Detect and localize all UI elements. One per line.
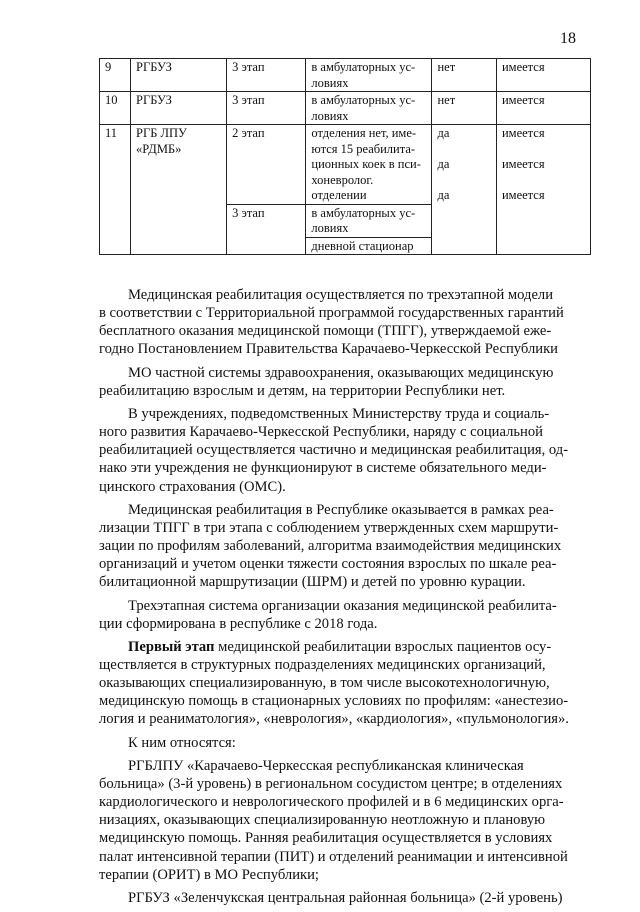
page-number: 18 <box>560 30 576 47</box>
row-number: 10 <box>100 92 131 125</box>
paragraph: Медицинская реабилитация осуществляется по трехэтапной модели в соответствии с Территориальной программой государственных гарантий бесплатного оказания медицинской помощи (ТПГГ), утверждаемой еже- годно Постановлением Правительства Карачаево-Черкесской Республики <box>99 287 564 358</box>
row-conditions: в амбулаторных ус- ловиях <box>311 60 416 90</box>
paragraph: Трехэтапная система организации оказания медицинской реабилита- ции сформирована в республике с 2018 года. <box>99 597 557 632</box>
row-number: 9 <box>100 59 131 92</box>
row-flag-extra: да <box>437 188 450 202</box>
paragraph: Медицинская реабилитация в Республике оказывается в рамках реа- лизации ТПГГ в три этапа с соблюдением утвержденных схем маршрути- зации по профилям заболеваний, алгоритма взаимодействия медицинских организаций и учетом оценки тяжести состояния взрослых по шкале реа- билитационной маршрутизации (ШРМ) и детей по уровню курации. <box>99 501 562 591</box>
row-stage: 3 этап <box>227 92 306 125</box>
paragraph: В учреждениях, подведомственных Министерству труда и социаль- ного развития Карачаево-Черкесской Республики, наряду с социальной реабилитацией осуществляется частично и медицинская реабилитация, од- нако эти учреждения не функционируют в системе обязательного меди- цинского страхования (ОМС). <box>99 405 569 495</box>
row-stage: 3 этап <box>227 59 306 92</box>
table-row <box>100 92 591 125</box>
rehab-table <box>99 58 591 255</box>
row-conditions: отделения нет, име- ются 15 реабилита- ционных коек в пси- хоневролог. отделении <box>311 126 421 202</box>
row-status-extra: имеется <box>501 188 545 202</box>
row-flag: нет <box>432 92 497 125</box>
row-flag: да да <box>437 126 450 171</box>
row-stage: 2 этап <box>227 125 306 205</box>
table-row <box>100 125 591 205</box>
row-conditions: в амбулаторных ус- ловиях <box>311 205 416 235</box>
first-stage-lead: Первый этап <box>128 638 215 655</box>
paragraph: РГБУЗ «Зеленчукская центральная районная больница» (2-й уровень) <box>128 889 563 906</box>
row-status: имеется имеется <box>501 126 545 171</box>
paragraph-first-stage <box>99 638 591 729</box>
body-text <box>99 286 591 912</box>
first-stage-text: медицинской реабилитации взрослых пациентов осу- ществляется в структурных подразделениях медицинских организаций, оказывающих специализированную, в том числе высокотехнологичную, медицинскую помощь в стационарных условиях по профилям: «анестезио- логия и реаниматология», «неврология», «кардиология», «пульмонология». <box>99 638 569 728</box>
row-conditions: дневной стационар <box>311 238 414 253</box>
row-organization: РГБ ЛПУ «РДМБ» <box>136 126 187 156</box>
row-organization: РГБУЗ <box>131 92 227 125</box>
row-organization: РГБУЗ <box>131 59 227 92</box>
paragraph: МО частной системы здравоохранения, оказывающих медицинскую реабилитацию взрослым и детям, на территории Республики нет. <box>99 364 554 399</box>
row-flag: нет <box>432 59 497 92</box>
table-row <box>100 59 591 92</box>
row-number: 11 <box>100 125 131 255</box>
row-status: имеется <box>496 92 590 125</box>
row-conditions: в амбулаторных ус- ловиях <box>311 93 416 123</box>
paragraph: РГБЛПУ «Карачаево-Черкесская республиканская клиническая больница» (3-й уровень) в региональном сосудистом центре; в отделениях кардиологического и неврологического профилей и в 6 медицинских орга- низациях, оказывающих специализированную неотложную и плановую медицинскую помощь. Ранняя реабилитация осуществляется в условиях палат интенсивной терапии (ПИТ) и отделений реанимации и интенсивной терапии (ОРИТ) в МО Республики; <box>99 757 568 883</box>
paragraph: К ним относятся: <box>128 734 236 751</box>
row-status: имеется <box>496 59 590 92</box>
row-stage: 3 этап <box>227 204 306 255</box>
